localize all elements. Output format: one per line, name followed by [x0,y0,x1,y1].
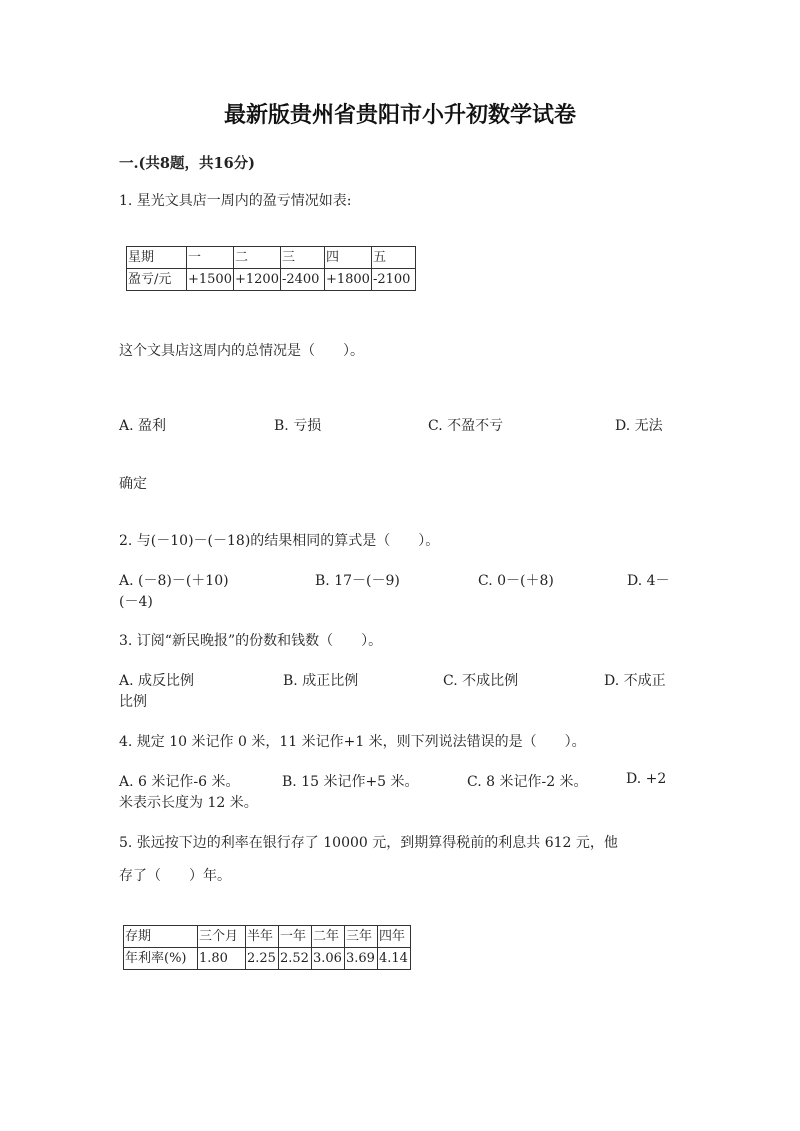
q5-stem: 5. 张远按下边的利率在银行存了 10000 元，到期算得税前的利息共 612 元，他 [119,835,618,851]
q1-option-c[interactable]: C. 不盈不亏 [428,418,504,434]
table-cell: 盈亏/元 [127,269,187,291]
q2-stem: 2. 与(－10)－(－18)的结果相同的算式是（ ）。 [119,533,440,549]
table-cell: 三个月 [198,926,246,948]
q5-stem-line2: 存了（ ）年。 [119,868,231,884]
q4-option-c[interactable]: C. 8 米记作-2 米。 [467,774,588,790]
q4-option-b[interactable]: B. 15 米记作+5 米。 [282,774,419,790]
q1-option-b[interactable]: B. 亏损 [274,418,322,434]
table-cell: 4.14 [378,948,411,970]
q1-stem: 1. 星光文具店一周内的盈亏情况如表: [119,193,352,209]
q2-option-b[interactable]: B. 17－(－9) [315,573,400,589]
table-row [124,948,411,970]
q2-option-a[interactable]: A. (－8)－(＋10) [119,573,229,589]
q3-option-a[interactable]: A. 成反比例 [119,673,195,689]
table-cell: +1500 [187,269,234,291]
q4-option-d-wrap: 米表示长度为 12 米。 [119,795,258,811]
table-cell: 三年 [345,926,378,948]
table-cell: 存期 [124,926,198,948]
table-cell: 2.52 [279,948,312,970]
q2-option-d-wrap: (－4) [119,594,153,610]
table-cell: 五 [371,247,415,269]
q4-stem: 4. 规定 10 米记作 0 米，11 米记作+1 米，则下列说法错误的是（ ）。 [119,734,586,750]
table-cell: 四年 [378,926,411,948]
q5-interest-table [123,925,411,970]
q1-ask: 这个文具店这周内的总情况是（ ）。 [119,343,364,359]
q1-profit-table [126,246,416,291]
table-cell: 星期 [127,247,187,269]
q3-option-c[interactable]: C. 不成比例 [443,673,519,689]
section-heading: 一.(共8题，共16分) [119,155,256,172]
table-cell: 二年 [312,926,345,948]
table-row [127,269,416,291]
table-cell: -2400 [280,269,324,291]
table-cell: 1.80 [198,948,246,970]
table-cell: 一 [187,247,234,269]
page-title: 最新版贵州省贵阳市小升初数学试卷 [223,102,576,128]
table-cell: 三 [280,247,324,269]
q1-option-a[interactable]: A. 盈利 [119,418,167,434]
table-cell: 二 [233,247,280,269]
table-cell: +1200 [233,269,280,291]
q3-stem: 3. 订阅“新民晚报”的份数和钱数（ ）。 [119,633,383,649]
table-row [127,247,416,269]
q2-option-d[interactable]: D. 4－ [627,573,670,589]
table-cell: +1800 [324,269,371,291]
table-cell: 2.25 [246,948,279,970]
table-cell: 3.69 [345,948,378,970]
q2-option-c[interactable]: C. 0－(＋8) [478,573,554,589]
table-cell: 3.06 [312,948,345,970]
table-cell: -2100 [371,269,415,291]
table-cell: 年利率(%) [124,948,198,970]
q4-option-d[interactable]: D. +2 [626,771,667,787]
q4-option-a[interactable]: A. 6 米记作-6 米。 [119,774,240,790]
q3-option-d-wrap: 比例 [119,694,147,710]
table-row [124,926,411,948]
q1-option-d[interactable]: D. 无法 [615,418,663,434]
q3-option-d[interactable]: D. 不成正 [604,673,666,689]
q3-option-b[interactable]: B. 成正比例 [283,673,359,689]
q1-option-d-wrap: 确定 [119,476,147,492]
table-cell: 一年 [279,926,312,948]
table-cell: 半年 [246,926,279,948]
table-cell: 四 [324,247,371,269]
